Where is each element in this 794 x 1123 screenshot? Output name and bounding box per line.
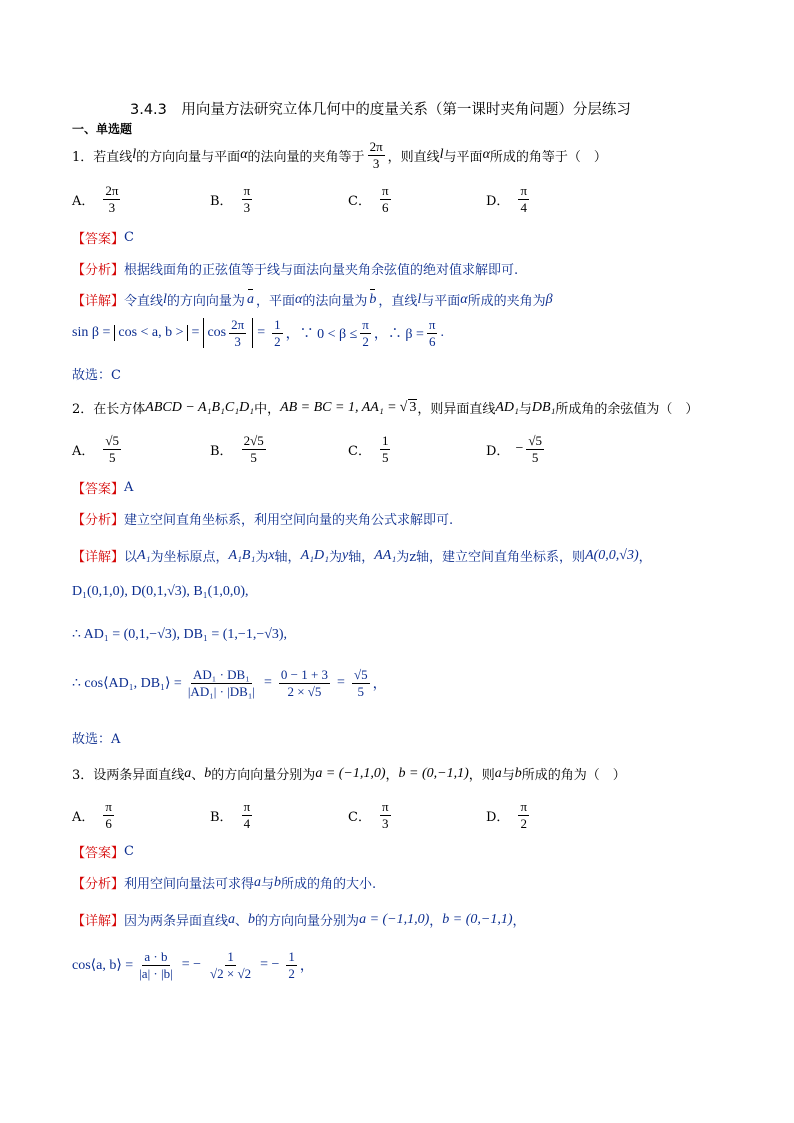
q2-detail-x: x — [268, 547, 275, 563]
q3-detail-line-a: a — [228, 911, 236, 927]
option-label: B． — [210, 809, 233, 825]
answer-value: C — [124, 844, 134, 859]
q1-formula-e: = — [257, 325, 266, 341]
q2-answer — [72, 478, 133, 497]
q2-cos-b: = — [263, 675, 272, 691]
q2-res-den: 5 — [357, 683, 365, 699]
q3-stem-text-c: ， — [385, 768, 399, 783]
q3-detail — [72, 910, 526, 929]
q3-cos-a: cos⟨a, b⟩ = — [72, 957, 134, 973]
q3-analysis-b: 与 — [261, 877, 275, 892]
q1-formula-angle-num: 2π — [231, 317, 245, 332]
q2-stem: 2．在长方体 ABCD − A₁B₁C₁D₁ 中， AB = BC = 1, AA₁ = √ 3 ，则异面直线 AD₁ 与 DB₁ 所成角的余弦值为（ ） — [72, 399, 699, 417]
q2-cos-c: = — [337, 675, 345, 691]
q2-analysis — [72, 509, 453, 528]
q1-formula-a: sin β = — [72, 325, 111, 341]
q2-detail-a1: A₁ — [137, 547, 151, 563]
q2-detail-y: y — [341, 547, 349, 563]
q2-conclusion: 故选：A — [72, 732, 121, 747]
q2-cos-formula — [72, 668, 387, 698]
q2-point-a: A(0,0,√3) — [585, 547, 639, 563]
q1-detail-text-c: ，平面 — [255, 294, 295, 309]
option-label: C． — [348, 809, 371, 825]
answer-tag: 【答案】 — [72, 232, 125, 247]
q3-res-den: 2 — [288, 965, 295, 981]
option-num: √5 — [105, 433, 120, 448]
q3-detail-vector-a: a = (−1,1,0) — [359, 911, 430, 927]
option-den: 2 — [520, 815, 527, 831]
q1-stem-text-e: 与平面 — [443, 149, 483, 165]
q2-detail — [72, 546, 652, 565]
q1-detail-line: l — [163, 291, 167, 307]
q2-res-num: √5 — [353, 667, 368, 682]
q1-answer — [72, 228, 134, 247]
q3-option-b[interactable] — [210, 800, 255, 830]
q1-vector-b: b — [369, 291, 377, 307]
q2-stem-text-b: 中， — [254, 402, 281, 417]
q1-stem-text-a: 1．若直线 — [72, 149, 133, 165]
q2-sqrt3: 3 — [409, 400, 417, 415]
q1-pi-half-den: 2 — [362, 333, 369, 349]
option-num: 1 — [381, 433, 389, 448]
q1-stem-text-f: 所成的角等于（ ） — [489, 149, 607, 165]
q1-angle-den: 3 — [372, 155, 380, 171]
q2-calc-num: 0 − 1 + 3 — [280, 667, 329, 682]
option-num: √5 — [528, 433, 542, 448]
option-num: π — [381, 183, 389, 198]
option-den: 6 — [381, 199, 389, 215]
q3-analysis-a: 利用空间向量法可求得 — [124, 877, 255, 892]
q3-cos-num: a · b — [144, 949, 168, 964]
q2-option-b[interactable] — [210, 434, 269, 464]
q1-detail-line-2: l — [417, 291, 422, 307]
q2-cos-den: |AD₁| · |DB₁| — [187, 683, 255, 699]
page-title: 3.4.3 用向量方法研究立体几何中的度量关系（第一课时夹角问题）分层练习 — [130, 102, 631, 118]
q3-stem — [72, 764, 626, 783]
analysis-tag: 【分析】 — [72, 877, 125, 892]
option-den: 3 — [381, 815, 389, 831]
q1-plane-symbol: α — [240, 147, 248, 163]
q1-formula-g: ，∴ β = — [373, 327, 424, 343]
option-den: 5 — [531, 449, 539, 465]
q1-detail-text-d: 的法向量为 — [302, 294, 368, 309]
option-label: B． — [210, 193, 233, 209]
q1-stem-text-c: 的法向量的夹角等于 — [247, 149, 365, 165]
q1-detail-text-a: 令直线 — [124, 294, 164, 309]
q1-pi-six-num: π — [428, 317, 436, 332]
q1-conclusion: 故选：C — [72, 368, 121, 383]
q1-plane-symbol-2: α — [482, 147, 490, 163]
q3-stem-text-b: 的方向向量分别为 — [211, 768, 316, 783]
q1-option-c[interactable] — [348, 184, 394, 214]
q1-detail — [72, 290, 553, 309]
option-label: A． — [72, 193, 95, 209]
q1-half-num: 1 — [274, 317, 281, 332]
q3-stem-text-a: 3．设两条异面直线 — [72, 768, 185, 783]
q3-cos-d: ， — [299, 959, 314, 975]
q1-stem-text-b: 的方向向量与平面 — [136, 149, 241, 165]
q1-detail-plane-2: α — [460, 291, 468, 307]
q2-line-ad1: AD₁ — [495, 399, 519, 415]
q2-calc-den: 2 × √5 — [287, 683, 322, 699]
q1-detail-text-g: 所成的夹角为 — [467, 294, 546, 309]
q2-condition: AB = BC = 1, AA₁ = — [280, 399, 397, 415]
q1-formula-h: . — [440, 325, 444, 341]
option-sign: − — [515, 441, 524, 457]
analysis-text: 建立空间直角坐标系，利用空间向量的夹角公式求解即可. — [124, 513, 454, 528]
q2-stem-text-e: 所成角的余弦值为（ ） — [555, 402, 699, 417]
q3-analysis-line-a: a — [254, 874, 262, 890]
q2-cos-num: AD₁ · DB₁ — [193, 667, 250, 682]
q1-detail-beta: β — [545, 291, 553, 307]
option-num: π — [243, 183, 251, 198]
q3-calc-num: 1 — [227, 949, 234, 964]
q1-angle-num: 2π — [369, 139, 383, 154]
option-num: π — [520, 799, 528, 814]
q1-detail-plane: α — [294, 291, 303, 307]
option-num: π — [520, 183, 528, 198]
answer-tag: 【答案】 — [72, 846, 125, 861]
q1-option-d[interactable] — [486, 184, 532, 214]
q2-option-a[interactable] — [72, 434, 124, 464]
q3-detail-d: ， — [512, 914, 526, 929]
option-den: 6 — [105, 815, 112, 831]
q3-stem-text-f: 所成的角为（ ） — [521, 768, 626, 783]
q3-detail-a: 因为两条异面直线 — [124, 914, 229, 929]
option-den: 5 — [108, 449, 116, 465]
q3-stem-text-d: ，则 — [468, 768, 495, 783]
option-den: 5 — [250, 449, 257, 465]
q3-res-num: 1 — [288, 949, 295, 964]
q1-half-den: 2 — [274, 333, 281, 349]
q3-stem-text-e: 与 — [501, 768, 515, 783]
option-num: π — [381, 799, 389, 814]
q2-detail-text-g: 为z轴，建立空间直角坐标系，则 — [396, 550, 586, 565]
q2-detail-text-f: 轴， — [348, 550, 375, 565]
q1-angle-fraction — [368, 140, 385, 170]
option-label: C． — [348, 193, 371, 209]
option-num: 2π — [105, 183, 119, 198]
q2-detail-a1b1: A₁B₁ — [228, 547, 256, 563]
q2-detail-aa1: AA₁ — [374, 547, 397, 563]
option-den: 3 — [108, 199, 116, 215]
option-den: 4 — [243, 815, 251, 831]
q2-vectors: ∴ AD₁ = (0,1,−√3), DB₁ = (1,−1,−√3), — [72, 627, 288, 642]
option-label: A． — [72, 443, 95, 459]
q1-formula-c: = — [191, 325, 200, 341]
q3-detail-vector-b: b = (0,−1,1) — [442, 911, 513, 927]
q2-stem-text-c: ，则异面直线 — [417, 402, 496, 417]
q3-line-b-2: b — [514, 765, 522, 781]
q1-vector-a: a — [246, 291, 254, 307]
q3-line-b: b — [204, 765, 212, 781]
q1-pi-half-num: π — [362, 317, 369, 332]
detail-tag: 【详解】 — [72, 294, 125, 309]
q1-formula-d: cos — [207, 325, 227, 341]
q1-detail-text-e: ，直线 — [378, 294, 418, 309]
q2-option-d[interactable] — [486, 434, 547, 464]
section-heading: 一、单选题 — [72, 122, 133, 136]
q3-detail-line-b: b — [248, 911, 256, 927]
option-num: π — [105, 799, 112, 814]
q1-line-symbol-2: l — [439, 147, 444, 163]
option-label: A． — [72, 809, 95, 825]
option-label: D． — [486, 809, 510, 825]
q1-option-b[interactable] — [210, 184, 255, 214]
detail-tag: 【详解】 — [72, 914, 125, 929]
answer-value: A — [124, 480, 134, 495]
q1-pi-six-den: 6 — [428, 333, 436, 349]
option-num: 2√5 — [243, 433, 264, 448]
q2-detail-text-c: 为 — [255, 550, 269, 565]
q3-vector-b: b = (0,−1,1) — [398, 765, 469, 781]
q3-line-a-2: a — [494, 765, 502, 781]
answer-tag: 【答案】 — [72, 482, 125, 497]
q2-detail-text-e: 为 — [328, 550, 342, 565]
q3-cos-c: = − — [260, 957, 280, 973]
option-label: B． — [210, 443, 233, 459]
q3-detail-c: ， — [429, 914, 443, 929]
q2-cos-d: ， — [372, 677, 387, 693]
q1-line-symbol: l — [132, 147, 137, 163]
q1-stem-text-d: ，则直线 — [387, 149, 440, 165]
q2-detail-text-d: 轴， — [274, 550, 301, 565]
q1-stem — [72, 140, 607, 170]
q3-detail-b: 的方向向量分别为 — [255, 914, 360, 929]
q3-cos-b: = − — [181, 957, 202, 973]
q1-formula-angle-den: 3 — [234, 333, 241, 349]
q2-line-db1: DB₁ — [531, 399, 556, 415]
q3-analysis-c: 所成的角的大小. — [281, 877, 377, 892]
q3-option-a[interactable] — [72, 800, 117, 830]
q3-analysis — [72, 873, 376, 892]
option-label: D． — [486, 443, 510, 459]
q3-option-d[interactable] — [486, 800, 532, 830]
option-den: 5 — [381, 449, 389, 465]
q2-box-name: ABCD − A₁B₁C₁D₁ — [145, 399, 255, 415]
q3-calc-den: √2 × √2 — [210, 965, 252, 981]
answer-value: C — [124, 230, 134, 245]
q1-formula-f: ，∵ 0 < β ≤ — [285, 327, 358, 343]
q2-stem-text-a: 2．在长方体 — [72, 402, 146, 417]
analysis-tag: 【分析】 — [72, 263, 125, 278]
q3-line-a: a — [184, 765, 192, 781]
q2-detail-text-h: ， — [638, 550, 652, 565]
q3-analysis-line-b: b — [274, 874, 282, 890]
q3-option-c[interactable] — [348, 800, 394, 830]
q2-detail-a1d1: A₁D₁ — [300, 547, 329, 563]
q1-detail-text-b: 的方向向量为 — [166, 294, 245, 309]
option-num: π — [243, 799, 251, 814]
q2-points: D₁(0,1,0), D(0,1,√3), B₁(1,0,0), — [72, 584, 249, 599]
detail-tag: 【详解】 — [72, 550, 125, 565]
option-den: 3 — [243, 199, 251, 215]
option-label: D． — [486, 193, 510, 209]
q2-detail-text-b: 为坐标原点， — [150, 550, 229, 565]
q2-option-c[interactable] — [348, 434, 393, 464]
q3-cos-den: |a| · |b| — [139, 965, 173, 981]
q2-stem-text-d: 与 — [518, 402, 532, 417]
q1-formula — [72, 318, 444, 348]
analysis-text: 根据线面角的正弦值等于线与面法向量夹角余弦值的绝对值求解即可. — [124, 263, 519, 278]
q2-cos-a: ∴ cos⟨AD₁, DB₁⟩ = — [72, 675, 182, 691]
q3-sep: 、 — [191, 768, 205, 783]
q3-vector-a: a = (−1,1,0) — [315, 765, 386, 781]
option-den: 4 — [520, 199, 527, 215]
option-label: C． — [348, 443, 371, 459]
q3-cos-formula — [72, 950, 314, 980]
q3-answer — [72, 842, 134, 861]
q3-detail-sep: 、 — [235, 914, 249, 929]
q1-detail-text-f: 与平面 — [421, 294, 461, 309]
q1-analysis — [72, 259, 518, 278]
q1-formula-b: cos < a, b > — [114, 325, 187, 341]
q1-option-a[interactable] — [72, 184, 123, 214]
q2-detail-text-a: 以 — [124, 550, 138, 565]
analysis-tag: 【分析】 — [72, 513, 125, 528]
